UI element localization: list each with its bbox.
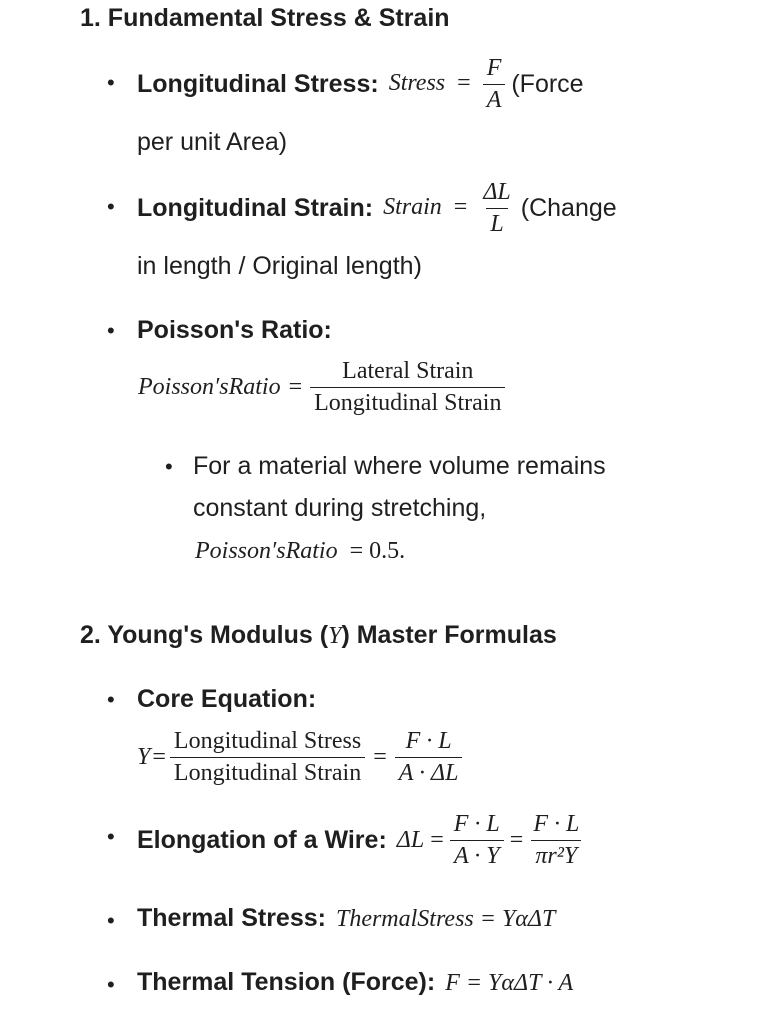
fraction-numerator: Longitudinal Stress bbox=[173, 727, 362, 754]
thermal-tension-label: Thermal Tension (Force): bbox=[137, 968, 436, 996]
core-equation-label: Core Equation: bbox=[137, 685, 317, 713]
equals-sign: = bbox=[509, 826, 524, 853]
longitudinal-strain-row bbox=[137, 178, 617, 238]
equals-sign: = bbox=[373, 743, 387, 770]
elongation-row bbox=[137, 808, 583, 872]
bullet: • bbox=[107, 318, 115, 343]
youngs-modulus-symbol: Y bbox=[328, 623, 342, 649]
poisson-ratio-symbol: Poisson′sRatio bbox=[195, 538, 338, 564]
fraction-denominator: πr²Y bbox=[531, 840, 581, 870]
strain-note-continued: in length / Original length) bbox=[137, 252, 422, 280]
stress-symbol: Stress bbox=[388, 69, 446, 96]
thermal-stress-label: Thermal Stress: bbox=[137, 904, 326, 932]
thermal-tension-row bbox=[137, 968, 573, 997]
equals-sign: = bbox=[457, 69, 471, 96]
equals-sign: = bbox=[453, 193, 468, 220]
poisson-fraction bbox=[310, 358, 505, 417]
fraction-denominator: A bbox=[483, 84, 506, 114]
poisson-value bbox=[195, 538, 405, 565]
poisson-ratio-symbol: Poisson′sRatio bbox=[138, 373, 281, 400]
fraction-denominator: L bbox=[486, 208, 507, 238]
fraction-denominator: A · Y bbox=[450, 840, 504, 870]
strain-symbol: Strain bbox=[383, 193, 442, 220]
section-heading-2 bbox=[80, 621, 557, 650]
elongation-fraction-2 bbox=[529, 811, 583, 870]
equals-sign: = bbox=[152, 743, 166, 770]
equals-sign: = bbox=[430, 826, 444, 853]
longitudinal-stress-row bbox=[137, 54, 584, 114]
fraction-numerator: ΔL bbox=[483, 178, 511, 205]
fraction-numerator: F bbox=[486, 54, 502, 81]
poisson-ratio-label: Poisson's Ratio: bbox=[137, 316, 332, 344]
strain-fraction bbox=[479, 179, 514, 238]
stress-note-continued: per unit Area) bbox=[137, 128, 288, 156]
fraction-numerator: F · L bbox=[453, 810, 500, 837]
equals-sign: = bbox=[288, 373, 303, 400]
bullet: • bbox=[107, 824, 115, 849]
thermal-stress-formula: ThermalStress = YαΔT bbox=[335, 906, 556, 932]
bullet: • bbox=[107, 194, 115, 219]
section-heading-1: 1. Fundamental Stress & Strain bbox=[80, 4, 450, 32]
poisson-ratio-formula bbox=[138, 352, 505, 422]
fraction-denominator: A · ΔL bbox=[395, 757, 463, 787]
youngs-modulus-symbol: Y bbox=[137, 743, 151, 770]
bullet: • bbox=[107, 687, 115, 712]
fraction-numerator: F · L bbox=[533, 810, 580, 837]
stress-fraction bbox=[483, 55, 506, 114]
volume-note-line-1: For a material where volume remains bbox=[193, 452, 606, 480]
fraction-denominator: Longitudinal Strain bbox=[170, 757, 365, 787]
longitudinal-strain-label: Longitudinal Strain: bbox=[137, 193, 374, 222]
elongation-label: Elongation of a Wire: bbox=[137, 825, 387, 854]
section-heading-2-suffix: ) Master Formulas bbox=[341, 621, 557, 649]
delta-l-symbol: ΔL bbox=[396, 826, 425, 853]
stress-note: (Force bbox=[511, 69, 584, 98]
thermal-stress-row bbox=[137, 904, 555, 933]
fraction-numerator: Lateral Strain bbox=[342, 357, 474, 384]
sub-bullet: • bbox=[165, 454, 173, 479]
elongation-fraction-1 bbox=[450, 811, 504, 870]
core-fraction-2 bbox=[395, 728, 463, 787]
core-fraction-1 bbox=[170, 728, 365, 787]
bullet: • bbox=[107, 908, 115, 933]
core-equation-formula bbox=[137, 722, 462, 792]
thermal-tension-formula: F = YαΔT · A bbox=[445, 970, 574, 996]
volume-note-line-2: constant during stretching, bbox=[193, 494, 487, 522]
bullet: • bbox=[107, 70, 115, 95]
poisson-ratio-value: = 0.5. bbox=[349, 538, 406, 564]
longitudinal-stress-label: Longitudinal Stress: bbox=[137, 69, 379, 98]
fraction-denominator: Longitudinal Strain bbox=[310, 387, 505, 417]
section-heading-2-prefix: 2. Young's Modulus ( bbox=[80, 621, 329, 649]
fraction-numerator: F · L bbox=[405, 727, 452, 754]
bullet: • bbox=[107, 972, 115, 997]
strain-note: (Change bbox=[520, 193, 617, 222]
